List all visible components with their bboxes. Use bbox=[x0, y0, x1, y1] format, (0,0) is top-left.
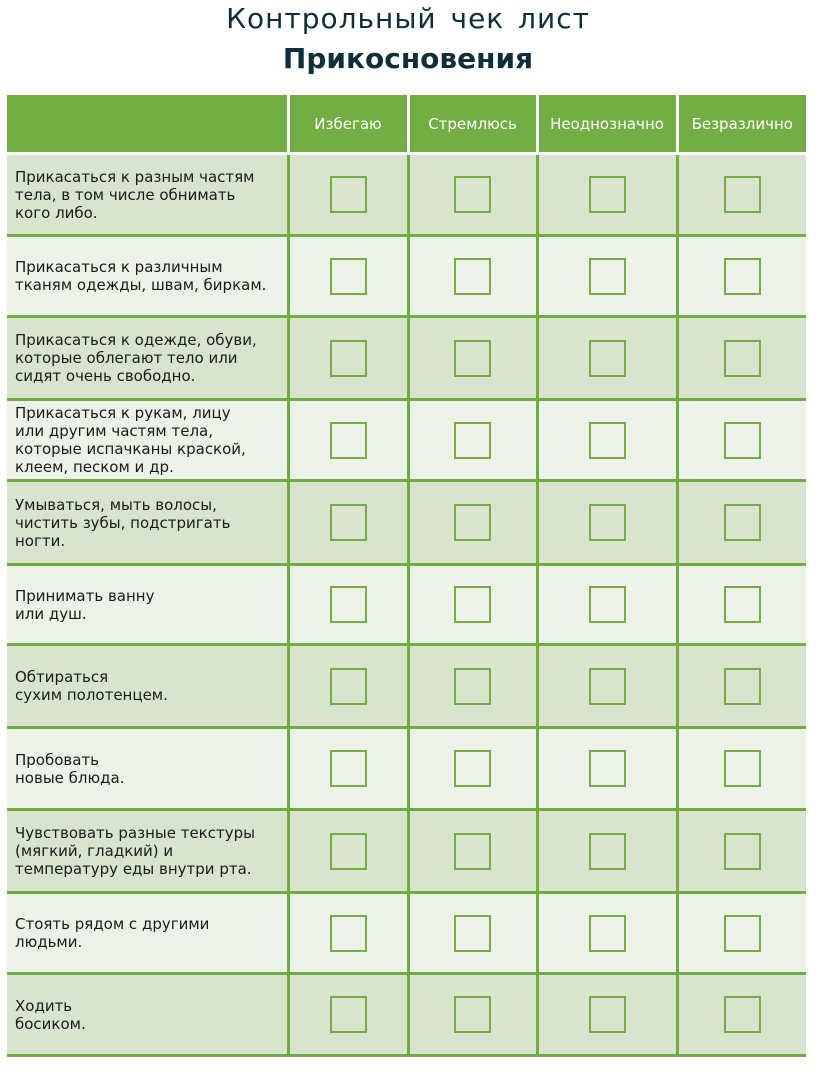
checkbox-seek[interactable] bbox=[454, 176, 491, 213]
cell-seek bbox=[408, 236, 537, 317]
checkbox-ambiguous[interactable] bbox=[589, 422, 626, 459]
checkbox-ambiguous[interactable] bbox=[589, 258, 626, 295]
table-row bbox=[7, 974, 806, 1056]
checkbox-avoid[interactable] bbox=[330, 668, 367, 705]
table-row bbox=[7, 236, 806, 317]
cell-avoid bbox=[288, 154, 408, 236]
cell-indifferent bbox=[677, 565, 806, 645]
checkbox-avoid[interactable] bbox=[330, 915, 367, 952]
checkbox-indifferent[interactable] bbox=[724, 422, 761, 459]
cell-avoid bbox=[288, 565, 408, 645]
row-label: Прикасаться к различным тканям одежды, швам, биркам. bbox=[7, 236, 288, 317]
cell-indifferent bbox=[677, 728, 806, 810]
table-row bbox=[7, 893, 806, 974]
cell-avoid bbox=[288, 481, 408, 565]
checkbox-indifferent[interactable] bbox=[724, 176, 761, 213]
cell-indifferent bbox=[677, 645, 806, 728]
checkbox-indifferent[interactable] bbox=[724, 586, 761, 623]
cell-ambiguous bbox=[537, 236, 677, 317]
cell-avoid bbox=[288, 400, 408, 481]
checkbox-ambiguous[interactable] bbox=[589, 915, 626, 952]
checkbox-ambiguous[interactable] bbox=[589, 750, 626, 787]
checkbox-avoid[interactable] bbox=[330, 176, 367, 213]
cell-seek bbox=[408, 645, 537, 728]
cell-ambiguous bbox=[537, 728, 677, 810]
checkbox-seek[interactable] bbox=[454, 340, 491, 377]
checkbox-seek[interactable] bbox=[454, 996, 491, 1033]
cell-seek bbox=[408, 893, 537, 974]
cell-seek bbox=[408, 810, 537, 893]
checkbox-avoid[interactable] bbox=[330, 422, 367, 459]
row-label: Обтираться сухим полотенцем. bbox=[7, 645, 288, 728]
cell-avoid bbox=[288, 810, 408, 893]
checkbox-indifferent[interactable] bbox=[724, 340, 761, 377]
checkbox-seek[interactable] bbox=[454, 750, 491, 787]
cell-seek bbox=[408, 154, 537, 236]
cell-seek bbox=[408, 400, 537, 481]
checkbox-indifferent[interactable] bbox=[724, 668, 761, 705]
checkbox-seek[interactable] bbox=[454, 422, 491, 459]
checkbox-avoid[interactable] bbox=[330, 340, 367, 377]
cell-seek bbox=[408, 317, 537, 400]
checkbox-avoid[interactable] bbox=[330, 996, 367, 1033]
table-row bbox=[7, 565, 806, 645]
checkbox-ambiguous[interactable] bbox=[589, 996, 626, 1033]
cell-avoid bbox=[288, 728, 408, 810]
cell-indifferent bbox=[677, 317, 806, 400]
row-label: Прикасаться к разным частям тела, в том числе обнимать кого либо. bbox=[7, 154, 288, 236]
page-subtitle: Прикосновения bbox=[282, 42, 534, 75]
cell-indifferent bbox=[677, 154, 806, 236]
page-title: Контрольный чек лист bbox=[226, 2, 590, 35]
column-header-empty bbox=[7, 95, 288, 154]
cell-seek bbox=[408, 565, 537, 645]
checkbox-seek[interactable] bbox=[454, 258, 491, 295]
cell-avoid bbox=[288, 236, 408, 317]
checkbox-indifferent[interactable] bbox=[724, 504, 761, 541]
checkbox-indifferent[interactable] bbox=[724, 996, 761, 1033]
cell-indifferent bbox=[677, 974, 806, 1056]
row-label: Умываться, мыть волосы, чистить зубы, подстригать ногти. bbox=[7, 481, 288, 565]
cell-indifferent bbox=[677, 893, 806, 974]
table-row bbox=[7, 645, 806, 728]
checkbox-ambiguous[interactable] bbox=[589, 586, 626, 623]
checkbox-indifferent[interactable] bbox=[724, 258, 761, 295]
cell-avoid bbox=[288, 974, 408, 1056]
cell-indifferent bbox=[677, 810, 806, 893]
row-label: Пробовать новые блюда. bbox=[7, 728, 288, 810]
cell-indifferent bbox=[677, 481, 806, 565]
table-row bbox=[7, 810, 806, 893]
cell-avoid bbox=[288, 893, 408, 974]
column-header-ambiguous: Неоднозначно bbox=[537, 95, 677, 154]
cell-ambiguous bbox=[537, 893, 677, 974]
cell-seek bbox=[408, 974, 537, 1056]
checkbox-seek[interactable] bbox=[454, 586, 491, 623]
header-row bbox=[7, 95, 806, 154]
column-header-indifferent: Безразлично bbox=[677, 95, 806, 154]
row-label: Чувствовать разные текстуры (мягкий, гладкий) и температуру еды внутри рта. bbox=[7, 810, 288, 893]
column-header-avoid: Избегаю bbox=[288, 95, 408, 154]
checkbox-ambiguous[interactable] bbox=[589, 833, 626, 870]
checkbox-avoid[interactable] bbox=[330, 750, 367, 787]
cell-ambiguous bbox=[537, 645, 677, 728]
cell-seek bbox=[408, 728, 537, 810]
cell-ambiguous bbox=[537, 154, 677, 236]
checkbox-indifferent[interactable] bbox=[724, 915, 761, 952]
column-header-seek: Стремлюсь bbox=[408, 95, 537, 154]
checkbox-ambiguous[interactable] bbox=[589, 176, 626, 213]
row-label: Принимать ванну или душ. bbox=[7, 565, 288, 645]
checkbox-indifferent[interactable] bbox=[724, 833, 761, 870]
checkbox-avoid[interactable] bbox=[330, 586, 367, 623]
row-label: Стоять рядом с другими людьми. bbox=[7, 893, 288, 974]
checkbox-avoid[interactable] bbox=[330, 504, 367, 541]
table-row bbox=[7, 481, 806, 565]
cell-ambiguous bbox=[537, 481, 677, 565]
cell-ambiguous bbox=[537, 810, 677, 893]
checkbox-indifferent[interactable] bbox=[724, 750, 761, 787]
cell-ambiguous bbox=[537, 400, 677, 481]
table-row bbox=[7, 728, 806, 810]
cell-avoid bbox=[288, 317, 408, 400]
table-row bbox=[7, 400, 806, 481]
checkbox-seek[interactable] bbox=[454, 915, 491, 952]
row-label: Прикасаться к одежде, обуви, которые облегают тело или сидят очень свободно. bbox=[7, 317, 288, 400]
cell-indifferent bbox=[677, 400, 806, 481]
checkbox-ambiguous[interactable] bbox=[589, 504, 626, 541]
checkbox-avoid[interactable] bbox=[330, 258, 367, 295]
row-label: Ходить босиком. bbox=[7, 974, 288, 1056]
cell-indifferent bbox=[677, 236, 806, 317]
cell-ambiguous bbox=[537, 317, 677, 400]
checkbox-ambiguous[interactable] bbox=[589, 668, 626, 705]
cell-ambiguous bbox=[537, 565, 677, 645]
cell-avoid bbox=[288, 645, 408, 728]
checklist-table bbox=[7, 95, 806, 1057]
checkbox-ambiguous[interactable] bbox=[589, 340, 626, 377]
checkbox-seek[interactable] bbox=[454, 504, 491, 541]
table-row bbox=[7, 154, 806, 236]
cell-ambiguous bbox=[537, 974, 677, 1056]
row-label: Прикасаться к рукам, лицу или другим частям тела, которые испачканы краской, клеем, песком и др. bbox=[7, 400, 288, 481]
table-row bbox=[7, 317, 806, 400]
cell-seek bbox=[408, 481, 537, 565]
checkbox-seek[interactable] bbox=[454, 668, 491, 705]
checkbox-avoid[interactable] bbox=[330, 833, 367, 870]
checkbox-seek[interactable] bbox=[454, 833, 491, 870]
